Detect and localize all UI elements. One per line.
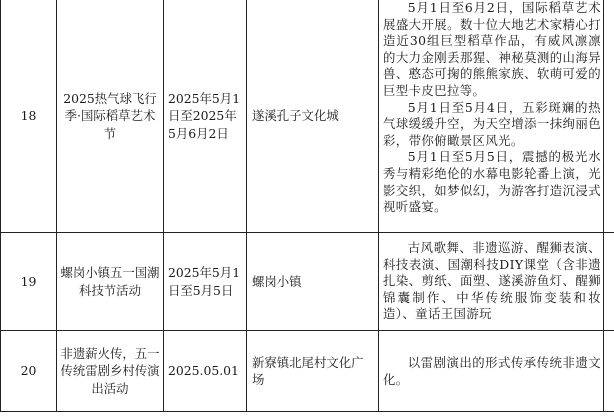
row-number-text: 19 <box>20 273 37 289</box>
event-time-text: 2025年5月1日至5月5日 <box>168 265 241 298</box>
event-description <box>383 233 601 330</box>
col-divider <box>603 0 604 412</box>
event-location <box>252 0 374 232</box>
desc-paragraph: 5月1日至5月4日，五彩斑斓的热气球缓缓升空，为天空增添一抹绚丽色彩，带你俯瞰景区风光。 <box>383 99 601 148</box>
event-location <box>252 331 374 411</box>
col-divider <box>246 0 247 412</box>
event-name-text: 非遗薪火传，五一传统雷剧乡村传演出活动 <box>60 345 160 396</box>
event-time <box>168 233 244 330</box>
event-time-text: 2025年5月1日至2025年5月6月2日 <box>168 90 241 141</box>
desc-paragraph: 5月1日至6月2日，国际稻草艺术展盛大开展。数十位大地艺术家精心打造近30组巨型稻草作品，有威风凛凛的大力金刚丢那猩、神秘莫测的山海异兽、憨态可掬的熊熊家族、软萌可爱的巨型卡皮巴拉等。 <box>383 0 601 98</box>
table-bottom-border <box>0 411 614 412</box>
desc-paragraph: 5月1日至5月5日，震撼的极光水秀与精彩绝伦的水幕电影轮番上演，光影交织，如梦似幻，为游客打造沉浸式视听盛宴。 <box>383 149 601 215</box>
col-divider <box>378 0 379 412</box>
row-number <box>1 233 56 330</box>
event-time <box>168 0 244 232</box>
event-location-text: 螺岗小镇 <box>252 273 302 289</box>
row-number-text: 18 <box>20 108 37 124</box>
event-description <box>383 331 601 411</box>
event-name <box>60 233 160 330</box>
event-name <box>60 331 160 411</box>
event-location <box>252 233 374 330</box>
row-number <box>1 0 56 232</box>
row-number <box>1 331 56 411</box>
event-name-text: 2025热气球飞行季·国际稻草艺术节 <box>63 90 157 141</box>
event-location-text: 遂溪孔子文化城 <box>252 108 339 124</box>
event-name-text: 螺岗小镇五一国潮科技节活动 <box>60 265 160 298</box>
col-divider <box>56 0 57 412</box>
event-time <box>168 331 244 411</box>
desc-paragraph: 古风歌舞、非遗巡游、醒狮表演、科技表演、国潮科技DIY课堂（含非遗扎染、剪纸、面塑、遂溪游鱼灯、醒狮锦囊制作、中华传统服饰变装和妆造）、童话王国游玩 <box>383 240 601 322</box>
desc-paragraph: 以雷剧演出的形式传承传统非遗文化。 <box>383 354 601 387</box>
event-time-text: 2025.05.01 <box>168 363 239 379</box>
col-divider <box>163 0 164 412</box>
event-location-text: 新寮镇北尾村文化广场 <box>252 354 364 387</box>
row-number-text: 20 <box>20 363 37 379</box>
event-description <box>383 0 601 232</box>
event-name <box>60 0 160 232</box>
